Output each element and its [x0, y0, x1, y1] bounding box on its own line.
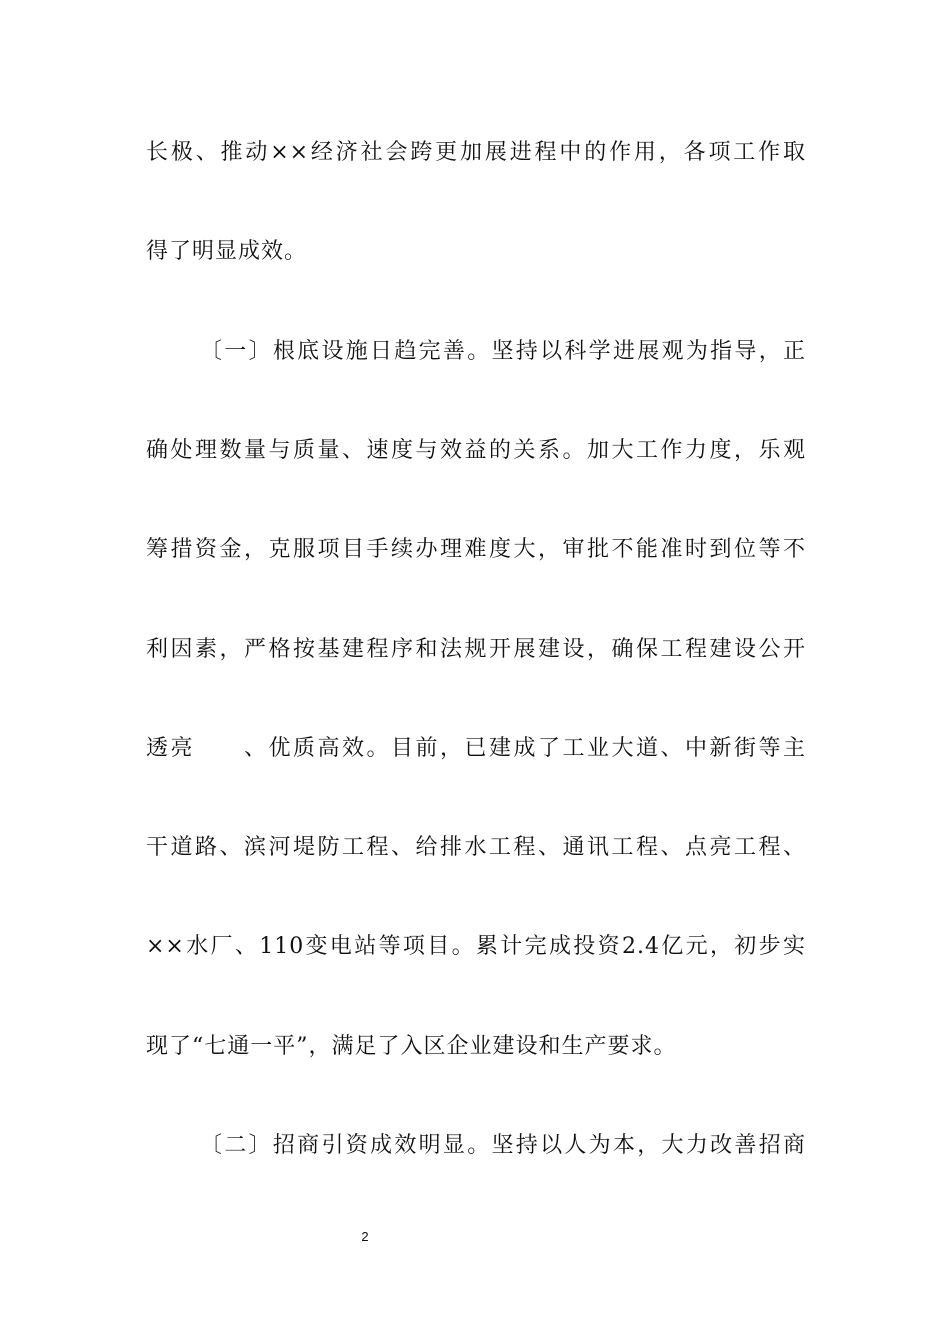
body-text-line: 长极、推动××经济社会跨更加展进程中的作用，各项工作取: [146, 140, 806, 165]
body-text-line: 透亮 、优质高效。目前，已建成了工业大道、中新街等主: [146, 736, 806, 761]
page-number: 2: [361, 1229, 369, 1244]
body-text-line: 筹措资金，克服项目手续办理难度大，审批不能准时到位等不: [146, 537, 806, 562]
section-heading-line: 〔一〕根底设施日趋完善。坚持以科学进展观为指导，正: [200, 339, 806, 364]
body-text-line: 利因素，严格按基建程序和法规开展建设，确保工程建设公开: [146, 637, 806, 662]
section-heading-line: 〔二〕招商引资成效明显。坚持以人为本，大力改善招商: [200, 1133, 806, 1158]
body-text-line: 干道路、滨河堤防工程、给排水工程、通讯工程、点亮工程、: [146, 835, 806, 860]
body-text-line: 确处理数量与质量、速度与效益的关系。加大工作力度，乐观: [146, 438, 806, 463]
body-text-line: 得了明显成效。: [146, 239, 308, 264]
body-text-line: 现了“七通一平”，满足了入区企业建设和生产要求。: [146, 1034, 677, 1059]
body-text-line: ××水厂、110变电站等项目。累计完成投资2.4亿元，初步实: [146, 934, 806, 959]
